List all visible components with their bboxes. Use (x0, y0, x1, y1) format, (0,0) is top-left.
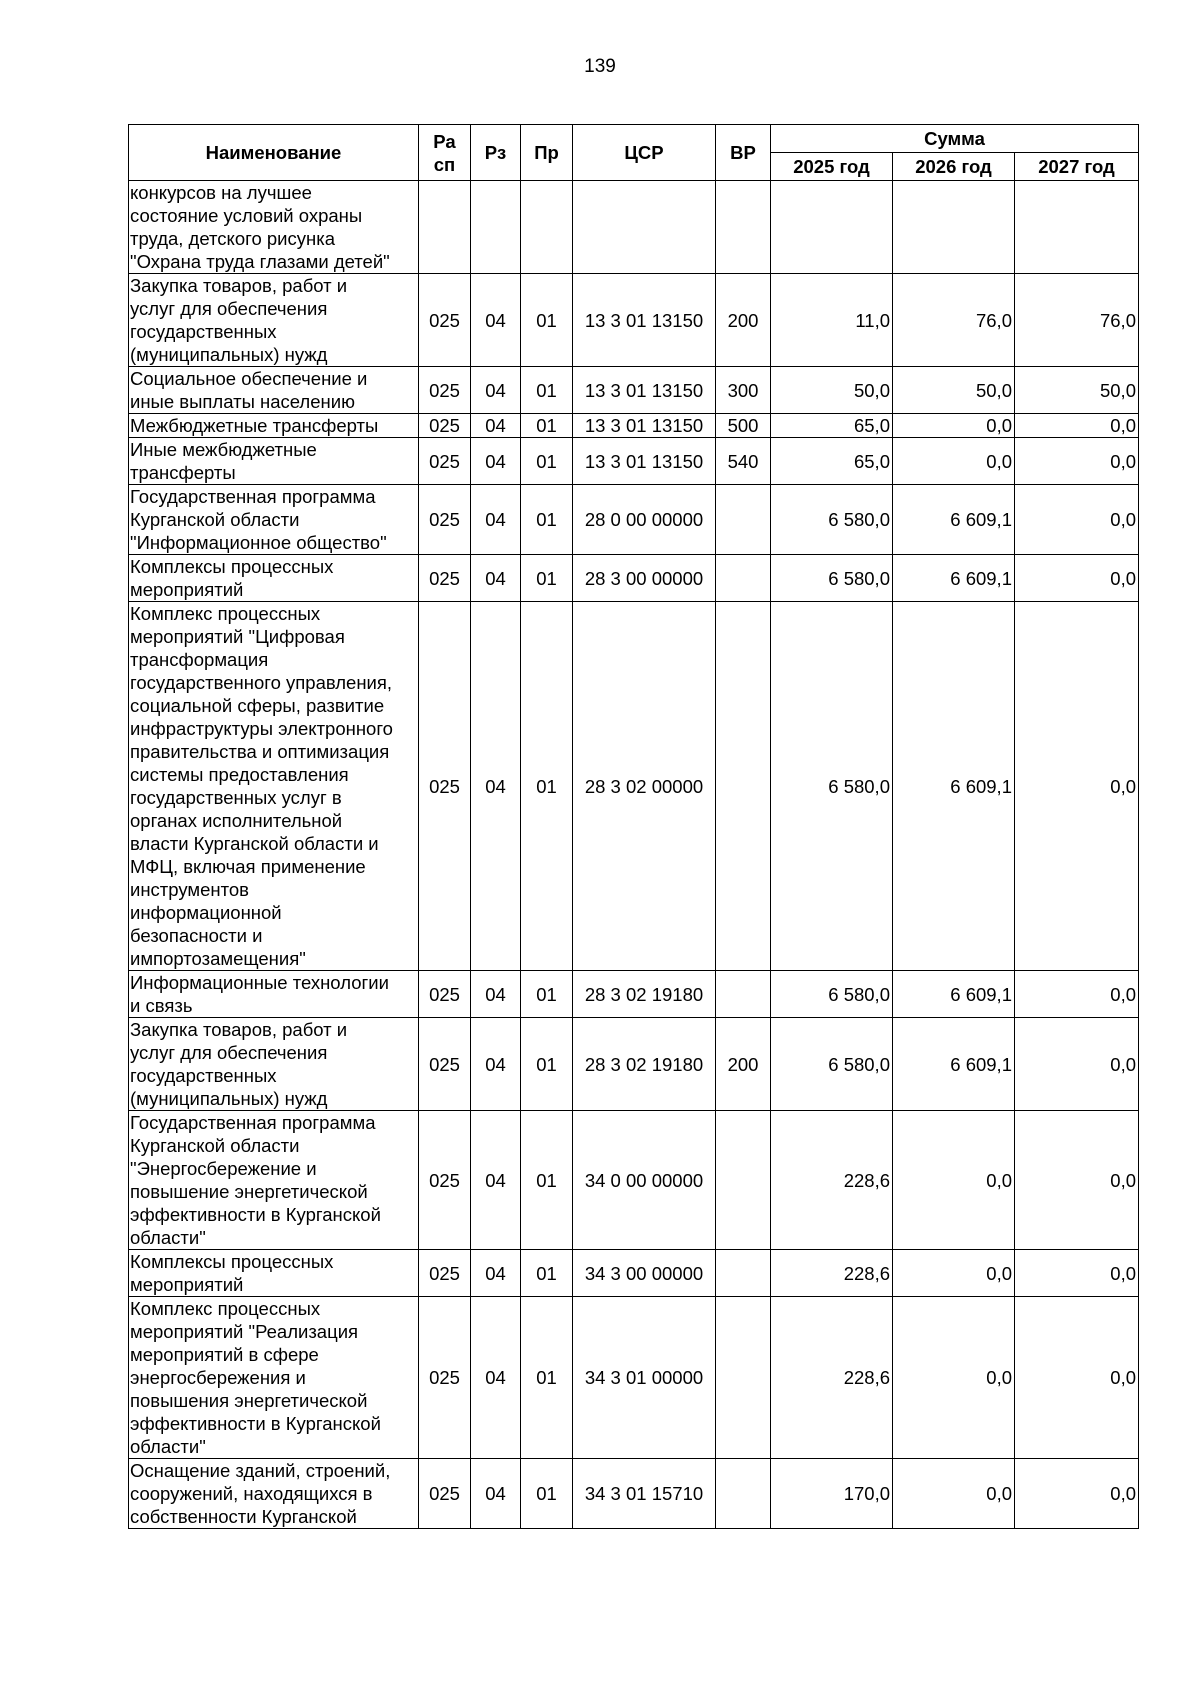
row-pr: 01 (521, 414, 573, 438)
row-vr (716, 555, 771, 602)
row-name-line: мероприятий (130, 579, 244, 600)
row-rz: 04 (471, 438, 521, 485)
row-name-line: Курганской области (130, 1135, 300, 1156)
table-row (129, 1018, 1139, 1111)
row-name-line: Государственная программа (130, 1112, 376, 1133)
row-name-line: государственного управления, (130, 672, 393, 693)
row-sum-2026: 50,0 (893, 367, 1015, 414)
row-rz: 04 (471, 414, 521, 438)
row-name-line: информационной (130, 902, 282, 923)
row-name-line: Комплексы процессных (130, 556, 334, 577)
row-vr (716, 181, 771, 274)
row-name-line: "Охрана труда глазами детей" (130, 251, 390, 272)
row-pr: 01 (521, 1297, 573, 1459)
budget-table (128, 124, 1139, 1529)
row-name-line: социальной сферы, развитие (130, 695, 385, 716)
row-sum-2025: 65,0 (771, 438, 893, 485)
row-name-line: Комплекс процессных (130, 1298, 321, 1319)
table-row (129, 414, 1139, 438)
row-sum-2025: 6 580,0 (771, 1018, 893, 1111)
row-name (129, 181, 419, 274)
table-row (129, 1459, 1139, 1529)
row-csr: 34 3 00 00000 (573, 1250, 716, 1297)
row-sum-2027: 0,0 (1015, 602, 1139, 971)
table-row (129, 1111, 1139, 1250)
row-name-line: Межбюджетные трансферты (130, 415, 379, 436)
row-sum-2026: 6 609,1 (893, 1018, 1015, 1111)
row-name-line: сооружений, находящихся в (130, 1483, 373, 1504)
row-name (129, 485, 419, 555)
row-csr: 13 3 01 13150 (573, 367, 716, 414)
row-pr: 01 (521, 1250, 573, 1297)
row-name (129, 1250, 419, 1297)
row-vr (716, 1297, 771, 1459)
row-vr: 500 (716, 414, 771, 438)
row-name-line: "Информационное общество" (130, 532, 387, 553)
row-sum-2026: 0,0 (893, 1459, 1015, 1529)
header-2027: 2027 год (1015, 153, 1139, 181)
row-name-line: мероприятий "Реализация (130, 1321, 359, 1342)
row-name-line: эффективности в Курганской (130, 1204, 381, 1225)
row-name-line: Иные межбюджетные (130, 439, 317, 460)
row-name-line: трансформация (130, 649, 269, 670)
row-rz: 04 (471, 602, 521, 971)
table-row (129, 1250, 1139, 1297)
row-rz: 04 (471, 367, 521, 414)
row-rasp: 025 (419, 1111, 471, 1250)
row-rasp: 025 (419, 971, 471, 1018)
row-vr (716, 1111, 771, 1250)
row-sum-2025: 65,0 (771, 414, 893, 438)
row-name-line: Комплексы процессных (130, 1251, 334, 1272)
row-rz: 04 (471, 1459, 521, 1529)
row-rz: 04 (471, 1111, 521, 1250)
row-pr: 01 (521, 1018, 573, 1111)
row-name (129, 414, 419, 438)
row-name-line: мероприятий (130, 1274, 244, 1295)
row-name-line: Закупка товаров, работ и (130, 1019, 348, 1040)
table-row (129, 274, 1139, 367)
row-sum-2026 (893, 181, 1015, 274)
row-rasp: 025 (419, 438, 471, 485)
header-vr: ВР (716, 125, 771, 181)
row-rz: 04 (471, 485, 521, 555)
header-sum: Сумма (771, 125, 1139, 153)
row-sum-2026: 6 609,1 (893, 971, 1015, 1018)
row-vr (716, 485, 771, 555)
row-name-line: МФЦ, включая применение (130, 856, 366, 877)
row-sum-2026: 0,0 (893, 414, 1015, 438)
row-name-line: (муниципальных) нужд (130, 1088, 328, 1109)
header-pr: Пр (521, 125, 573, 181)
row-sum-2026: 76,0 (893, 274, 1015, 367)
row-pr: 01 (521, 485, 573, 555)
row-csr: 13 3 01 13150 (573, 414, 716, 438)
table-row (129, 181, 1139, 274)
table-row (129, 485, 1139, 555)
row-name-line: Оснащение зданий, строений, (130, 1460, 391, 1481)
row-rasp: 025 (419, 1297, 471, 1459)
row-rasp: 025 (419, 555, 471, 602)
row-name-line: повышения энергетической (130, 1390, 368, 1411)
row-rasp (419, 181, 471, 274)
row-rasp: 025 (419, 1018, 471, 1111)
header-csr: ЦСР (573, 125, 716, 181)
row-sum-2027: 0,0 (1015, 555, 1139, 602)
row-vr (716, 1459, 771, 1529)
row-name-line: состояние условий охраны (130, 205, 363, 226)
row-sum-2027: 0,0 (1015, 1297, 1139, 1459)
row-rz: 04 (471, 274, 521, 367)
row-name (129, 971, 419, 1018)
row-sum-2025: 228,6 (771, 1297, 893, 1459)
row-csr: 28 3 02 00000 (573, 602, 716, 971)
row-name-line: мероприятий "Цифровая (130, 626, 345, 647)
row-name-line: безопасности и (130, 925, 263, 946)
row-csr: 34 3 01 15710 (573, 1459, 716, 1529)
row-sum-2027: 50,0 (1015, 367, 1139, 414)
row-name (129, 367, 419, 414)
row-rz (471, 181, 521, 274)
header-rasp (419, 125, 471, 181)
row-sum-2025: 228,6 (771, 1250, 893, 1297)
row-rz: 04 (471, 1018, 521, 1111)
row-name-line: мероприятий в сфере (130, 1344, 319, 1365)
table-row (129, 367, 1139, 414)
row-rz: 04 (471, 971, 521, 1018)
row-name (129, 274, 419, 367)
row-sum-2026: 6 609,1 (893, 602, 1015, 971)
row-sum-2027: 0,0 (1015, 1250, 1139, 1297)
row-sum-2027: 0,0 (1015, 971, 1139, 1018)
row-sum-2025: 6 580,0 (771, 485, 893, 555)
row-name (129, 1018, 419, 1111)
row-sum-2025: 170,0 (771, 1459, 893, 1529)
row-pr: 01 (521, 1459, 573, 1529)
row-sum-2026: 6 609,1 (893, 555, 1015, 602)
row-sum-2025: 6 580,0 (771, 602, 893, 971)
table-header (129, 125, 1139, 181)
table-row (129, 555, 1139, 602)
row-sum-2025: 11,0 (771, 274, 893, 367)
row-name (129, 602, 419, 971)
row-name-line: Курганской области (130, 509, 300, 530)
row-name-line: государственных (130, 1065, 277, 1086)
row-csr: 34 0 00 00000 (573, 1111, 716, 1250)
table-row (129, 438, 1139, 485)
row-csr: 34 3 01 00000 (573, 1297, 716, 1459)
row-name-line: Комплекс процессных (130, 603, 321, 624)
row-name-line: правительства и оптимизация (130, 741, 390, 762)
row-name-line: энергосбережения и (130, 1367, 306, 1388)
row-rasp: 025 (419, 274, 471, 367)
row-name-line: Закупка товаров, работ и (130, 275, 348, 296)
row-sum-2026: 0,0 (893, 1111, 1015, 1250)
row-pr: 01 (521, 438, 573, 485)
row-name-line: инфраструктуры электронного (130, 718, 393, 739)
row-pr (521, 181, 573, 274)
header-rz: Рз (471, 125, 521, 181)
row-name-line: Информационные технологии (130, 972, 389, 993)
row-name-line: услуг для обеспечения (130, 1042, 328, 1063)
row-name-line: области" (130, 1436, 206, 1457)
row-name-line: собственности Курганской (130, 1506, 357, 1527)
row-csr (573, 181, 716, 274)
row-rz: 04 (471, 1250, 521, 1297)
row-name-line: области" (130, 1227, 206, 1248)
row-name-line: органах исполнительной (130, 810, 343, 831)
row-name-line: инструментов (130, 879, 250, 900)
header-rasp-top: Ра (433, 130, 456, 152)
row-rasp: 025 (419, 1459, 471, 1529)
row-name-line: иные выплаты населению (130, 391, 355, 412)
row-rasp: 025 (419, 414, 471, 438)
row-sum-2027 (1015, 181, 1139, 274)
row-vr (716, 971, 771, 1018)
header-2026: 2026 год (893, 153, 1015, 181)
row-name-line: "Энергосбережение и (130, 1158, 317, 1179)
header-2025: 2025 год (771, 153, 893, 181)
row-name-line: эффективности в Курганской (130, 1413, 381, 1434)
row-name-line: и связь (130, 995, 193, 1016)
row-vr: 300 (716, 367, 771, 414)
row-name-line: конкурсов на лучшее (130, 182, 312, 203)
row-sum-2025: 228,6 (771, 1111, 893, 1250)
row-rz: 04 (471, 555, 521, 602)
row-csr: 28 0 00 00000 (573, 485, 716, 555)
row-name-line: повышение энергетической (130, 1181, 368, 1202)
row-pr: 01 (521, 274, 573, 367)
row-sum-2027: 0,0 (1015, 438, 1139, 485)
row-pr: 01 (521, 971, 573, 1018)
row-name-line: трансферты (130, 462, 236, 483)
row-sum-2027: 0,0 (1015, 1111, 1139, 1250)
table-row (129, 1297, 1139, 1459)
header-rasp-bottom: сп (433, 153, 456, 175)
row-name-line: государственных (130, 321, 277, 342)
header-name: Наименование (129, 125, 419, 181)
row-csr: 28 3 02 19180 (573, 971, 716, 1018)
row-rasp: 025 (419, 602, 471, 971)
row-sum-2027: 0,0 (1015, 485, 1139, 555)
row-name-line: Государственная программа (130, 486, 376, 507)
row-csr: 28 3 00 00000 (573, 555, 716, 602)
row-sum-2027: 0,0 (1015, 1018, 1139, 1111)
row-name (129, 1297, 419, 1459)
row-name-line: власти Курганской области и (130, 833, 379, 854)
row-vr: 200 (716, 274, 771, 367)
row-sum-2025 (771, 181, 893, 274)
row-name-line: импортозамещения" (130, 948, 306, 969)
row-sum-2025: 6 580,0 (771, 555, 893, 602)
table-row (129, 602, 1139, 971)
row-sum-2025: 6 580,0 (771, 971, 893, 1018)
row-sum-2026: 0,0 (893, 1297, 1015, 1459)
row-pr: 01 (521, 1111, 573, 1250)
row-sum-2026: 0,0 (893, 438, 1015, 485)
row-csr: 28 3 02 19180 (573, 1018, 716, 1111)
row-rasp: 025 (419, 485, 471, 555)
row-vr (716, 1250, 771, 1297)
row-name-line: государственных услуг в (130, 787, 342, 808)
row-name (129, 438, 419, 485)
page-number: 139 (584, 56, 616, 77)
row-pr: 01 (521, 602, 573, 971)
row-vr (716, 602, 771, 971)
row-name-line: системы предоставления (130, 764, 349, 785)
row-name (129, 1111, 419, 1250)
row-pr: 01 (521, 555, 573, 602)
row-csr: 13 3 01 13150 (573, 438, 716, 485)
row-name (129, 1459, 419, 1529)
row-vr: 540 (716, 438, 771, 485)
row-name-line: труда, детского рисунка (130, 228, 336, 249)
row-name-line: Социальное обеспечение и (130, 368, 368, 389)
row-rasp: 025 (419, 367, 471, 414)
row-sum-2027: 0,0 (1015, 1459, 1139, 1529)
row-name-line: услуг для обеспечения (130, 298, 328, 319)
row-sum-2027: 0,0 (1015, 414, 1139, 438)
table-row (129, 971, 1139, 1018)
row-sum-2025: 50,0 (771, 367, 893, 414)
row-vr: 200 (716, 1018, 771, 1111)
row-pr: 01 (521, 367, 573, 414)
row-csr: 13 3 01 13150 (573, 274, 716, 367)
row-rz: 04 (471, 1297, 521, 1459)
row-name-line: (муниципальных) нужд (130, 344, 328, 365)
row-sum-2027: 76,0 (1015, 274, 1139, 367)
row-sum-2026: 6 609,1 (893, 485, 1015, 555)
row-sum-2026: 0,0 (893, 1250, 1015, 1297)
row-name (129, 555, 419, 602)
table-body (129, 181, 1139, 1529)
row-rasp: 025 (419, 1250, 471, 1297)
